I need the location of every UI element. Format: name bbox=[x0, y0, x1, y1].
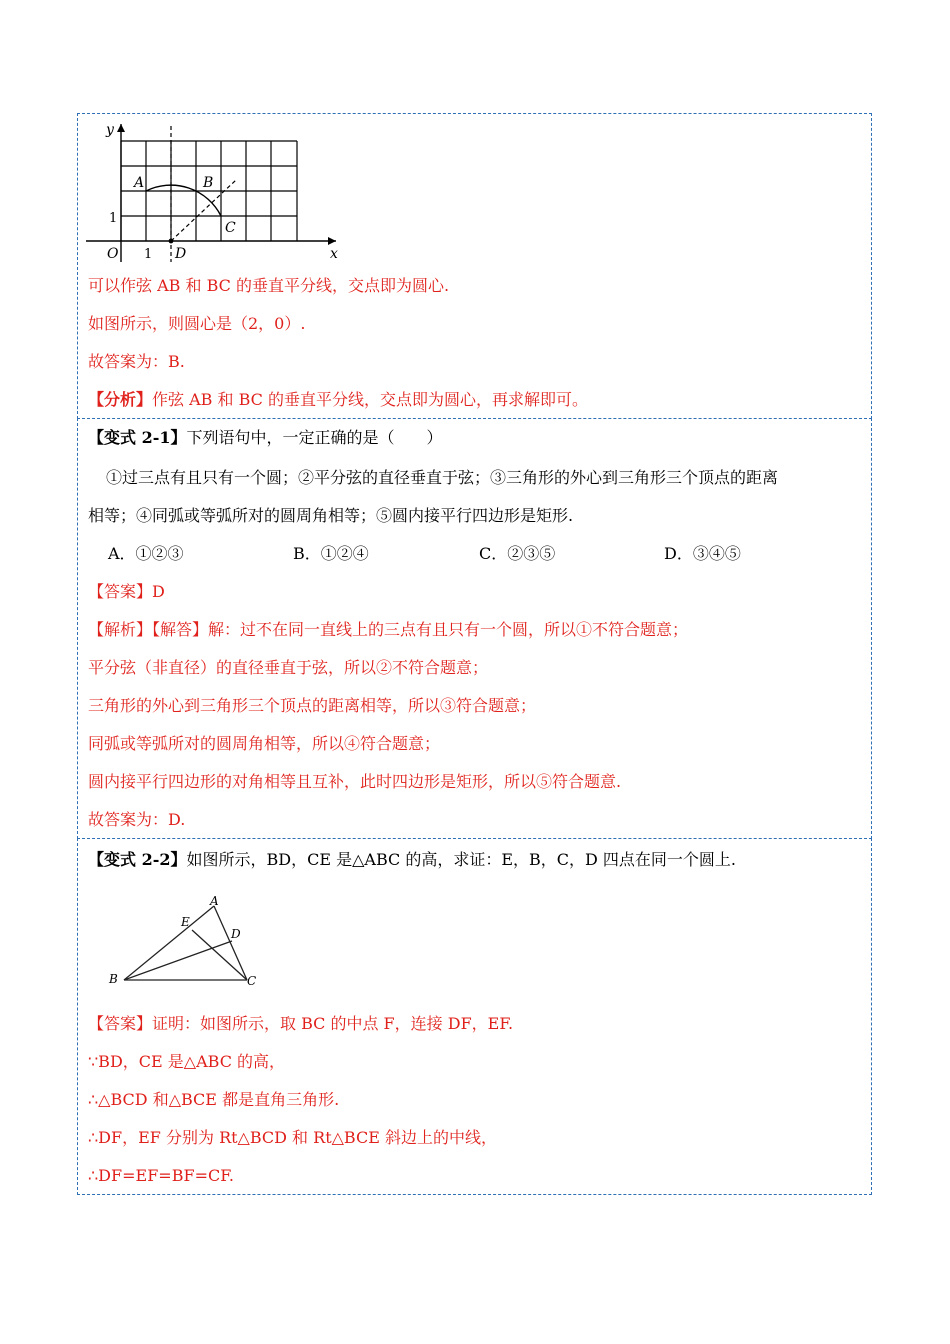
analysis-text: 作弦 AB 和 BC 的垂直平分线，交点即为圆心，再求解即可。 bbox=[152, 390, 588, 409]
point-d-label: D bbox=[175, 246, 187, 262]
proof-line-3: ∴△BCD 和△BCE 都是直角三角形. bbox=[88, 1090, 340, 1109]
variant-2-1-question bbox=[88, 427, 443, 449]
grid-coordinate-figure bbox=[82, 118, 352, 266]
option-b: B．①②④ bbox=[293, 544, 369, 563]
analysis-tag: 【分析】 bbox=[88, 390, 153, 409]
variant-2-1-tag: 【变式 2-1】 bbox=[88, 428, 187, 447]
option-d: D．③④⑤ bbox=[664, 544, 741, 563]
solution-2-line-3: 三角形的外心到三角形三个顶点的距离相等，所以③符合题意； bbox=[88, 696, 537, 715]
answer-line: 【答案】D bbox=[88, 582, 165, 601]
solution-2-line-1: 【解析】【解答】解：过不在同一直线上的三点有且只有一个圆，所以①不符合题意； bbox=[88, 620, 689, 639]
vertex-c-label: C bbox=[247, 974, 257, 988]
y-axis-label: y bbox=[106, 122, 114, 138]
solution-2-line-5: 圆内接平行四边形的对角相等且互补，此时四边形是矩形，所以⑤符合题意. bbox=[88, 772, 622, 791]
y-tick-label: 1 bbox=[109, 211, 118, 226]
point-c-label: C bbox=[225, 220, 236, 236]
x-tick-label: 1 bbox=[144, 247, 153, 262]
question-text: 下列语句中，一定正确的是（ ） bbox=[186, 428, 443, 447]
option-a: A．①②③ bbox=[108, 544, 184, 563]
foot-e-label: E bbox=[181, 915, 190, 929]
proof-line-5: ∴DF=EF=BF=CF. bbox=[88, 1166, 234, 1185]
variant-2-2-question bbox=[88, 849, 736, 871]
foot-d-label: D bbox=[231, 927, 241, 941]
proof-line-1: 【答案】证明：如图所示，取 BC 的中点 F，连接 DF，EF. bbox=[88, 1014, 514, 1033]
vertex-b-label: B bbox=[109, 972, 118, 986]
point-b-label: B bbox=[203, 175, 214, 191]
solution-line-2: 如图所示，则圆心是（2，0）. bbox=[88, 314, 306, 333]
statements-line-2: 相等；④同弧或等弧所对的圆周角相等；⑤圆内接平行四边形是矩形. bbox=[88, 506, 574, 525]
variant-2-2-tag: 【变式 2-2】 bbox=[88, 850, 187, 869]
x-axis-label: x bbox=[330, 246, 338, 262]
triangle-figure bbox=[100, 888, 270, 990]
option-c: C．②③⑤ bbox=[479, 544, 556, 563]
proof-line-4: ∴DF，EF 分别为 Rt△BCD 和 Rt△BCE 斜边上的中线， bbox=[88, 1128, 497, 1147]
solution-2-line-6: 故答案为：D. bbox=[88, 810, 186, 829]
origin-label: O bbox=[107, 246, 119, 262]
question-text-2: 如图所示，BD，CE 是△ABC 的高，求证：E，B，C，D 四点在同一个圆上. bbox=[186, 850, 737, 869]
vertex-a-label: A bbox=[210, 894, 219, 908]
solution-2-line-2: 平分弦（非直径）的直径垂直于弦，所以②不符合题意； bbox=[88, 658, 489, 677]
solution-2-line-4: 同弧或等弧所对的圆周角相等，所以④符合题意； bbox=[88, 734, 441, 753]
solution-line-1: 可以作弦 AB 和 BC 的垂直平分线，交点即为圆心. bbox=[88, 276, 450, 295]
analysis-line bbox=[88, 389, 588, 411]
proof-line-2: ∵BD，CE 是△ABC 的高， bbox=[88, 1052, 286, 1071]
statements-line-1: ①过三点有且只有一个圆；②平分弦的直径垂直于弦；③三角形的外心到三角形三个顶点的距离 bbox=[106, 468, 779, 487]
point-a-label: A bbox=[134, 175, 145, 191]
solution-line-3: 故答案为：B. bbox=[88, 352, 185, 371]
